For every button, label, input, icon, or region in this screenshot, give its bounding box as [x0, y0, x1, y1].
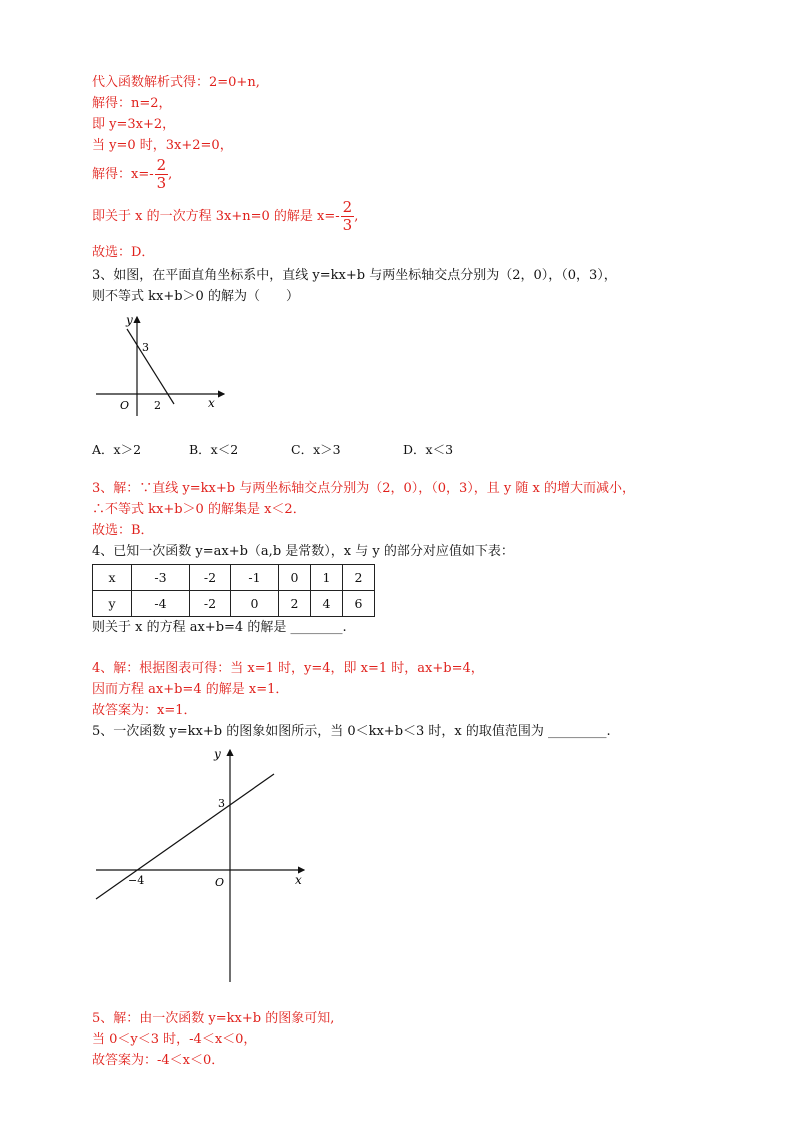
y-axis-label: y [214, 747, 221, 761]
table-cell: 0 [279, 565, 311, 591]
fraction-denominator: 3 [342, 216, 353, 234]
origin-label: O [215, 876, 225, 889]
text-line: 代入函数解析式得：2=0+n, [92, 75, 260, 90]
x-intercept-label: 2 [154, 399, 161, 412]
y-intercept-label: 3 [142, 341, 149, 354]
x-axis-label: x [208, 396, 215, 410]
text-line: 故答案为：-4＜x＜0． [92, 1053, 225, 1068]
graph-q5 [92, 744, 322, 984]
table-cell: x [93, 565, 132, 591]
table-row [93, 565, 375, 591]
option-b[interactable]: B．x＜2 [189, 442, 239, 457]
origin-label: O [120, 399, 130, 412]
table-cell: y [93, 591, 132, 617]
text-fragment: , [168, 167, 173, 182]
graph-line [127, 329, 174, 404]
question-text: 5、一次函数 y=kx+b 的图象如图所示，当 0＜kx+b＜3 时，x 的取值范围为 _________. [92, 724, 611, 739]
x-axis-label: x [295, 873, 302, 887]
graph-line [96, 774, 274, 899]
question-text: 4、已知一次函数 y=ax+b（a,b 是常数），x 与 y 的部分对应值如下表： [92, 544, 514, 559]
text-line: 故选：D． [92, 245, 155, 260]
text-fragment: 即关于 x 的一次方程 3x+n=0 的解是 x=- [92, 209, 340, 224]
table-cell: -3 [132, 565, 190, 591]
option-d[interactable]: D．x＜3 [403, 442, 454, 457]
table-cell: -4 [132, 591, 190, 617]
answer-part1 [92, 72, 732, 263]
text-line: 当 0＜y＜3 时，-4＜x＜0， [92, 1032, 257, 1047]
table-cell: -1 [231, 565, 279, 591]
y-intercept-label: 3 [218, 797, 225, 810]
table-cell: 0 [231, 591, 279, 617]
fraction [155, 157, 169, 192]
fraction-line [92, 198, 732, 236]
table-cell: 2 [343, 565, 375, 591]
text-line: 4、解：根据图表可得：当 x=1 时，y=4，即 x=1 时，ax+b=4， [92, 661, 484, 676]
question-text: 则关于 x 的方程 ax+b=4 的解是 ________. [92, 620, 347, 635]
question-text: 则不等式 kx+b＞0 的解为（ ） [92, 289, 299, 304]
x-intercept-label: −4 [128, 874, 145, 887]
answer-4 [92, 658, 732, 721]
answer-5 [92, 1008, 732, 1071]
question-3 [92, 265, 732, 460]
text-line: 即 y=3x+2， [92, 117, 176, 132]
text-line: 当 y=0 时，3x+2=0， [92, 138, 233, 153]
text-line: 5、解：由一次函数 y=kx+b 的图象可知, [92, 1011, 335, 1026]
table-cell: -2 [190, 565, 231, 591]
y-axis-label: y [126, 313, 133, 327]
fraction-line [92, 156, 732, 194]
option-c[interactable]: C．x＞3 [291, 442, 341, 457]
graph-q3 [94, 311, 234, 421]
table-cell: 6 [343, 591, 375, 617]
answer-3 [92, 478, 732, 541]
fraction [341, 199, 355, 234]
text-line: 故答案为：x=1． [92, 703, 197, 718]
option-a[interactable]: A．x＞2 [92, 442, 142, 457]
text-line: 3、解：∵直线 y=kx+b 与两坐标轴交点分别为（2，0），（0，3），且 y 随 x 的增大而减小， [92, 481, 635, 496]
question-4 [92, 541, 732, 638]
value-table [92, 564, 375, 617]
text-fragment: , [354, 209, 359, 224]
table-row [93, 591, 375, 617]
table-cell: -2 [190, 591, 231, 617]
text-line: 故选：B． [92, 523, 154, 538]
fraction-denominator: 3 [156, 174, 167, 192]
options-row [92, 439, 732, 460]
fraction-numerator: 2 [342, 198, 353, 216]
table-cell: 4 [311, 591, 343, 617]
question-5 [92, 721, 732, 984]
question-text: 3、如图，在平面直角坐标系中，直线 y=kx+b 与两坐标轴交点分别为（2，0），（0，3）， [92, 268, 617, 283]
text-line: 因而方程 ax+b=4 的解是 x=1． [92, 682, 289, 697]
text-line: ∴不等式 kx+b＞0 的解集是 x＜2． [92, 502, 306, 517]
table-cell: 1 [311, 565, 343, 591]
document-page [92, 72, 732, 1071]
fraction-numerator: 2 [156, 156, 167, 174]
table-cell: 2 [279, 591, 311, 617]
text-fragment: 解得：x=- [92, 167, 154, 182]
text-line: 解得：n=2， [92, 96, 172, 111]
